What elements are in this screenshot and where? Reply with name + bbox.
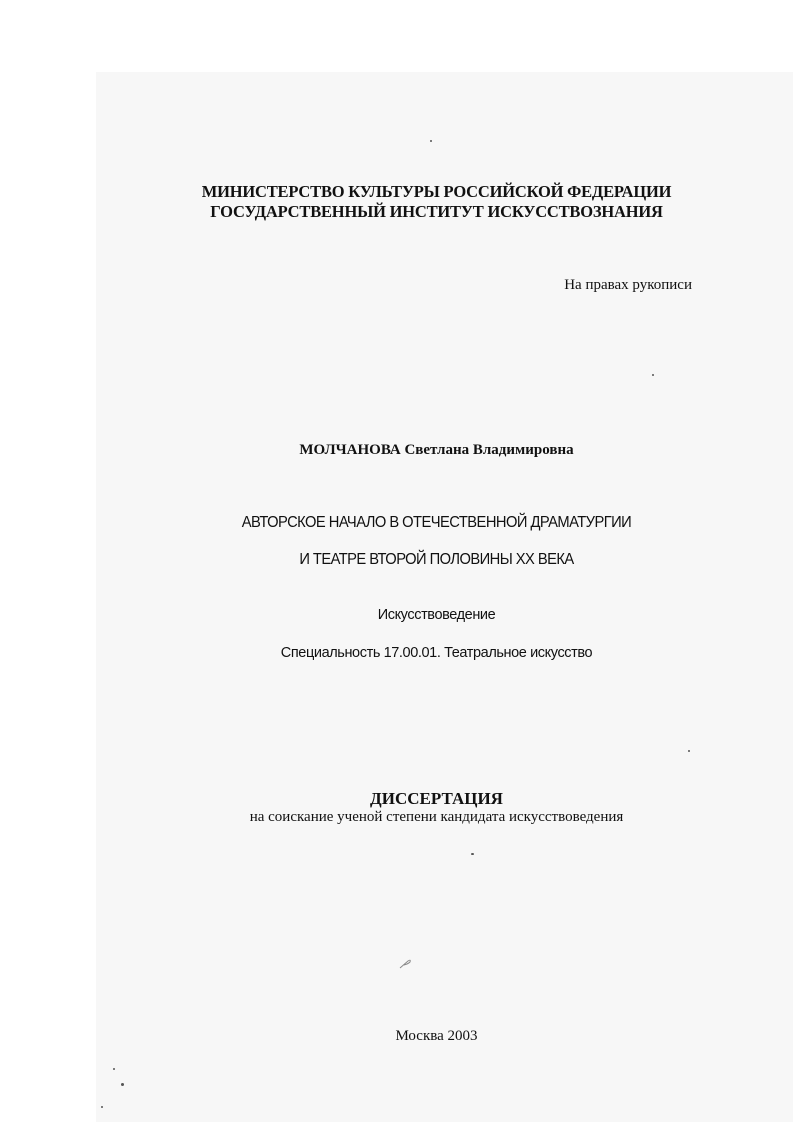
title-line-2: И ТЕАТРЕ ВТОРОЙ ПОЛОВИНЫ ХХ ВЕКА	[299, 551, 574, 568]
manuscript-note: На правах рукописи	[564, 277, 692, 293]
field-of-study: Искусствоведение	[377, 607, 496, 623]
scan-background	[96, 72, 793, 1122]
scan-speck	[121, 1083, 124, 1086]
scan-speck	[688, 750, 690, 752]
dissertation-subtitle: на соискание ученой степени кандидата искусствоведения	[249, 809, 624, 825]
scan-speck	[652, 374, 654, 376]
ministry-heading: МИНИСТЕРСТВО КУЛЬТУРЫ РОССИЙСКОЙ ФЕДЕРАЦИИ	[201, 182, 672, 201]
title-line-1: АВТОРСКОЕ НАЧАЛО В ОТЕЧЕСТВЕННОЙ ДРАМАТУРГИИ	[241, 514, 632, 531]
scan-speck	[430, 140, 432, 142]
author-name: МОЛЧАНОВА Светлана Владимировна	[299, 442, 574, 458]
dissertation-heading: ДИССЕРТАЦИЯ	[370, 789, 503, 808]
scan-speck	[471, 853, 474, 855]
institute-heading: ГОСУДАРСТВЕННЫЙ ИНСТИТУТ ИСКУССТВОЗНАНИЯ	[210, 202, 663, 221]
scan-speck	[101, 1106, 103, 1108]
city-year: Москва 2003	[395, 1028, 478, 1044]
pencil-mark-icon	[398, 958, 414, 970]
scan-speck	[113, 1068, 115, 1070]
specialty: Специальность 17.00.01. Театральное искусство	[280, 645, 593, 661]
